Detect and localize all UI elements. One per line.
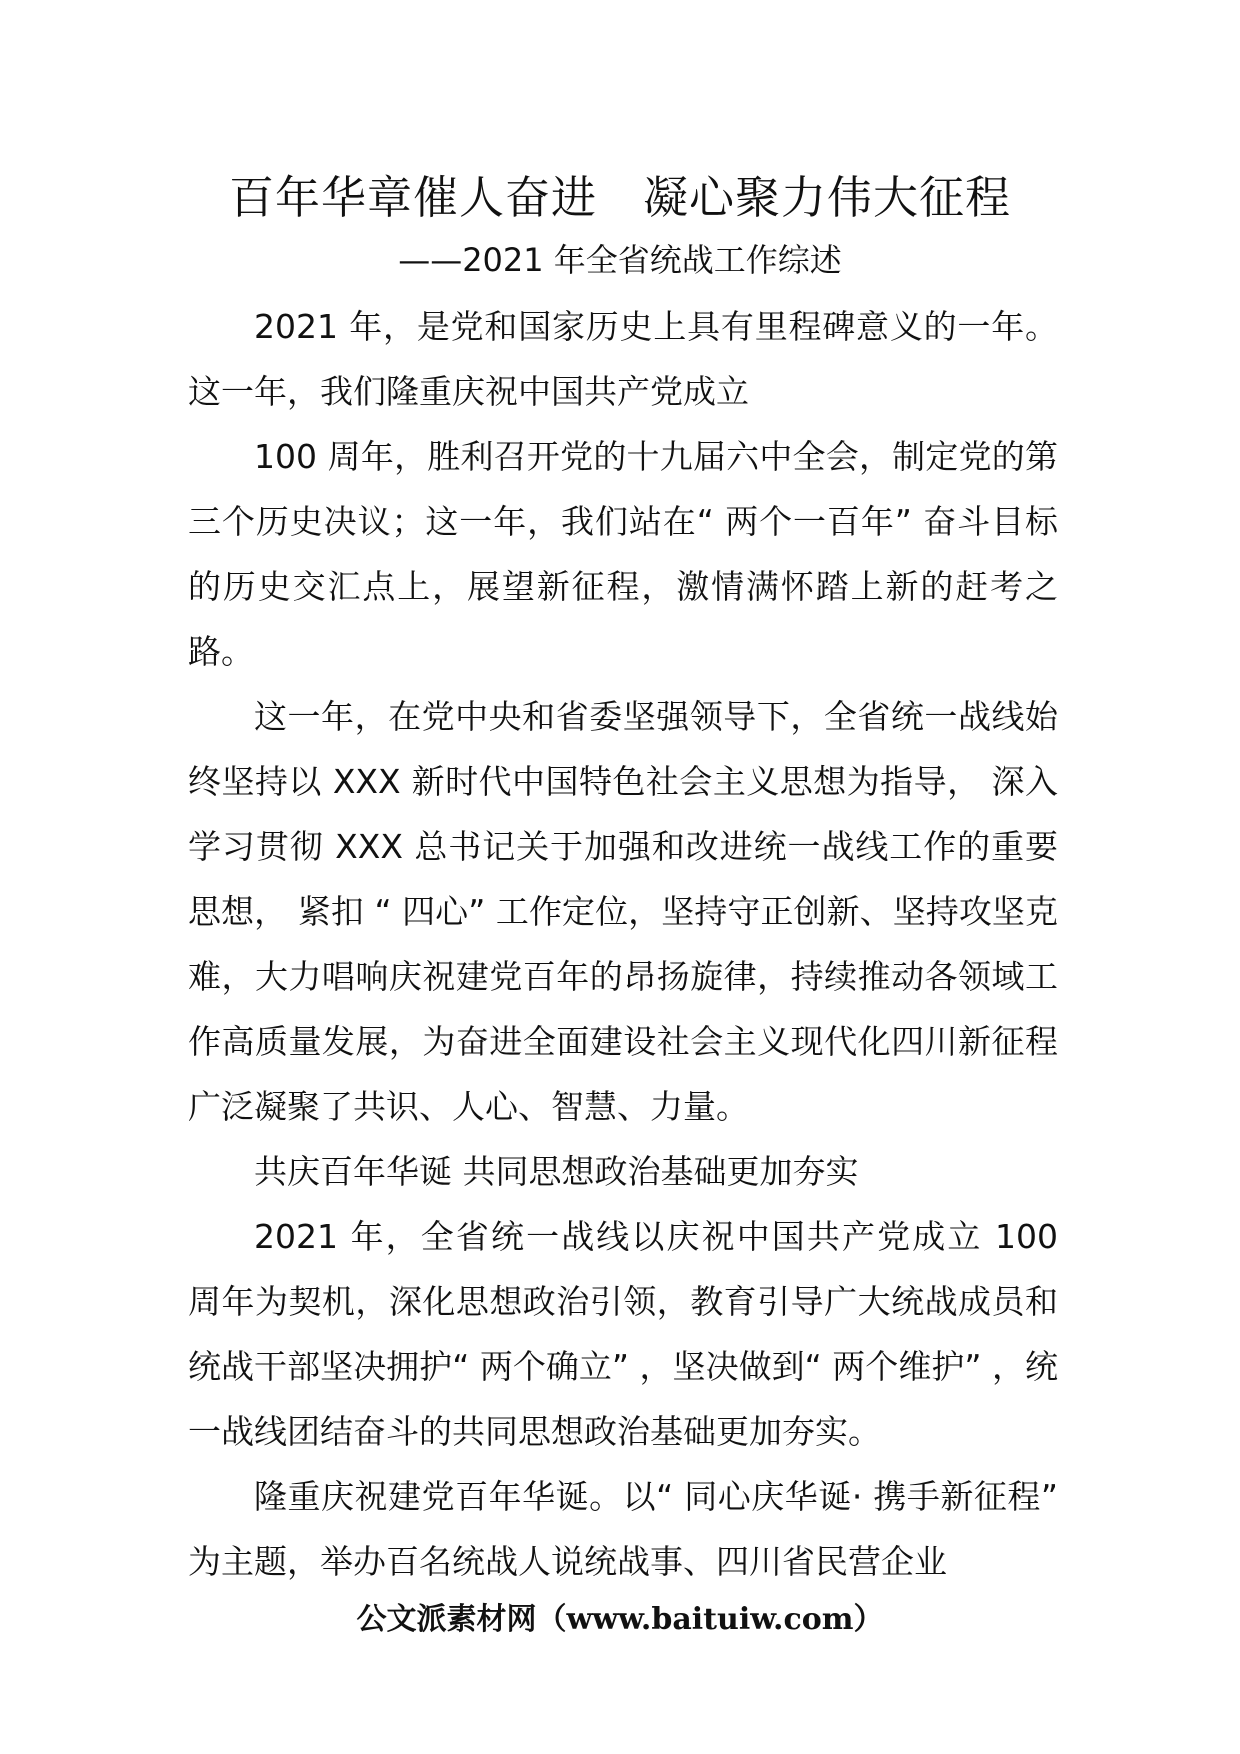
document-body	[188, 294, 1058, 1594]
paragraph-centenary: 100 周年，胜利召开党的十九届六中全会，制定党的第三个历史决议；这一年，我们站在“ 两个一百年” 奋斗目标的历史交汇点上，展望新征程，激情满怀踏上新的赶考之路。	[188, 437, 1058, 671]
paragraph-leadership: 这一年，在党中央和省委坚强领导下，全省统一战线始终坚持以 XXX 新时代中国特色社会主义思想为指导， 深入学习贯彻 XXX 总书记关于加强和改进统一战线工作的重要思想， 紧扣 “ 四心” 工作定位，坚持守正创新、坚持攻坚克难，大力唱响庆祝建党百年的昂扬旋律，持续推动各领域工作高质量发展，为奋进全面建设社会主义现代化四川新征程广泛凝聚了共识、人心、智慧、力量。	[188, 697, 1058, 1126]
document-title: 百年华章催人奋进 凝心聚力伟大征程	[228, 171, 1011, 224]
section-heading: 共庆百年华诞 共同思想政治基础更加夯实	[254, 1152, 859, 1191]
paragraph-political-foundation: 2021 年，全省统一战线以庆祝中国共产党成立 100 周年为契机，深化思想政治引领，教育引导广大统战成员和统战干部坚决拥护“ 两个确立” ，坚决做到“ 两个维护” ，统一战线团结奋斗的共同思想政治基础更加夯实。	[188, 1217, 1058, 1451]
paragraph-celebration: 隆重庆祝建党百年华诞。以“ 同心庆华诞· 携手新征程” 为主题，举办百名统战人说统战事、四川省民营企业	[188, 1477, 1058, 1581]
source-footer: 公文派素材网（www.baituiw.com）	[356, 1602, 884, 1637]
document-subtitle: ——2021 年全省统战工作综述	[398, 241, 842, 279]
paragraph-intro: 2021 年，是党和国家历史上具有里程碑意义的一年。这一年，我们隆重庆祝中国共产党成立	[188, 307, 1058, 411]
